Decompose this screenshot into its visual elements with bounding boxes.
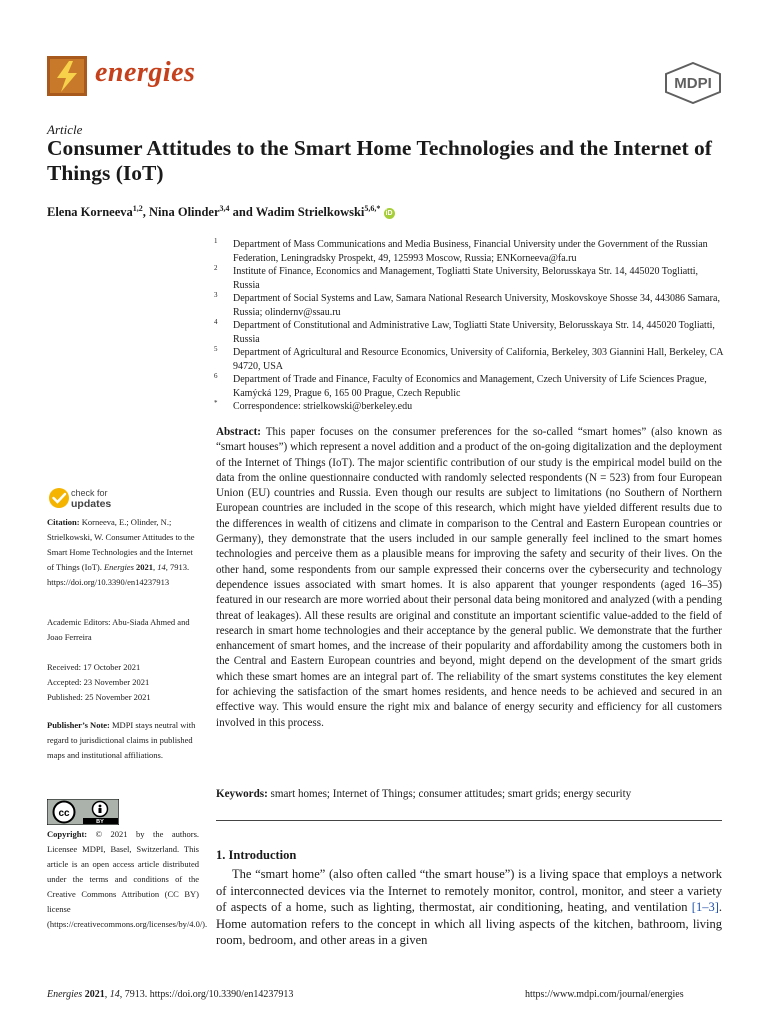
copyright-block — [47, 827, 208, 932]
received-date: Received: 17 October 2021 — [47, 662, 141, 672]
citation-text: Korneeva, E.; Olinder, N.; Strielkowski, W. Consumer Attitudes to the Smart Home Technologies and the Internet of Things (IoT). — [47, 517, 195, 572]
author-name[interactable]: Nina Olinder — [149, 205, 220, 220]
abstract-text: This paper focuses on the consumer preferences for the so-called “smart homes” (also known as “smart houses”) which represent a novel addition and a product of the on-going digitalization and the deployment of the Internet of Things (IoT). The major scientific contribution of our study is the empirical model build on the data from the online questionnaire conducted with randomly selected respondents (N = 523) from four European Union (EU) countries and Russia. Even though our results are subject to limitations (no Southern of Northern European countries are included in the scope of this research, which might have yielded different results due to the differences in wealth of citizens and climate in comparison to the Central and Eastern European countries or Germany), they demonstrate that the users included in our sample generally feel inclined to the smart homes technologies and perceive them as a plausible means for improving the safety and security of their lives. On the other hand, some respondents from our sample expressed their concerns over the cybersecurity and technology dependence issues associated with smart homes. It is also apparent that younger respondents (aged 16–35) featured in our research are more worried about their personal data being monitored and analyzed (with a pending threat of leakages). All these results are original and constitute an important scientific value-added to the field of research in smart home technologies and their acceptance by the general public. We demonstrate that the further enhancement of smart homes, and the increase of their popularity and affordability among the customers both in the Central and Eastern European countries and beyond, might depend on the development of the smart grids which these smart homes are an integral part of. The reliability of the smart systems constitutes the key element for achieving the satisfaction of the smart homes residents, and hence needs to be achieved and secured in an effective way. This would ensure the right mix and balance of energy security and efficiency for all customers involved in this process. — [216, 426, 722, 729]
copyright-text: © 2021 by the authors. Licensee MDPI, Basel, Switzerland. This article is an open access article distributed under the terms and conditions of the Creative Commons Attribution (CC BY) license (https://creativecommons.org/licenses/by/4.0/). — [47, 829, 208, 929]
affiliation-item — [214, 319, 726, 346]
accepted-date: Accepted: 23 November 2021 — [47, 677, 150, 687]
affiliation-text: Department of Mass Communications and Media Business, Financial University under the Government of the Russian Federation, Leningradsky Prospekt, 49, 125993 Moscow, Russia; ENKorneeva@fa.ru — [233, 239, 708, 264]
section-divider — [216, 820, 722, 821]
citation-block: Citation: Korneeva, E.; Olinder, N.; Strielkowski, W. Consumer Attitudes to the Smart Home Technologies and the Internet of Things (IoT). Energies 2021, 14, 7913. https://doi.org/10.3390/en14237913 — [47, 517, 195, 587]
section-heading-introduction: 1. Introduction — [216, 848, 297, 862]
mdpi-logo-text: MDPI — [674, 75, 712, 92]
affiliation-text: Department of Constitutional and Administrative Law, Togliatti State University, Belorusskaya Str. 14, 445020 Togliatti, Russia — [233, 320, 715, 345]
published-date: Published: 25 November 2021 — [47, 692, 151, 702]
affiliation-item — [214, 265, 726, 292]
author-list — [47, 204, 727, 220]
cc-logo-text: cc — [58, 808, 70, 819]
citation-journal: Energies — [103, 562, 134, 572]
introduction-paragraph — [216, 866, 722, 949]
intro-text: The “smart home” (also often called “the smart house”) is a living space that employs a network of interconnected devices via the Internet to remotely monitor, control, monitor, and steer a variety of aspects of a home, such as lighting, thermostat, air conditioning, heating, and ventilation — [216, 867, 722, 914]
footer-journal: Energies — [47, 989, 83, 1000]
author-affiliation-marker: 5,6,* — [364, 204, 381, 213]
author-separator: and — [229, 205, 256, 220]
by-logo-text: BY — [96, 819, 104, 825]
affiliation-text: Department of Social Systems and Law, Samara National Research University, Moskovskoye Shosse 34, 443086 Samara, Russia; olindernv@ssau.ru — [233, 293, 720, 318]
affiliation-number: * — [214, 399, 218, 407]
footer-volume: 14 — [109, 989, 120, 1000]
abstract-label: Abstract: — [216, 426, 261, 438]
footer-doi-link[interactable]: , 7913. https://doi.org/10.3390/en14237913 — [119, 989, 294, 1000]
citation-year: 2021 — [136, 562, 154, 572]
check-updates-line1: check for — [71, 488, 108, 498]
article-type: Article — [47, 122, 83, 137]
affiliation-item — [214, 292, 726, 319]
affiliation-number: 1 — [214, 237, 218, 245]
orcid-icon[interactable]: iD — [385, 210, 393, 218]
article-title: Consumer Attitudes to the Smart Home Technologies and the Internet of Things (IoT) — [47, 136, 712, 185]
check-for-updates-button[interactable] — [47, 484, 157, 516]
affiliation-number: 4 — [214, 318, 218, 326]
affiliations — [214, 238, 726, 414]
author-name[interactable]: Elena Korneeva — [47, 205, 133, 220]
journal-logo-icon — [47, 56, 87, 96]
keywords — [216, 788, 722, 800]
author-separator: , — [142, 205, 150, 220]
publisher-note-label: Publisher’s Note: — [47, 720, 110, 730]
affiliation-number: 6 — [214, 372, 218, 380]
footer-year: 2021 — [84, 989, 105, 1000]
publisher-note — [47, 718, 199, 763]
affiliation-number: 5 — [214, 345, 218, 353]
affiliation-text: Department of Trade and Finance, Faculty of Economics and Management, Czech University of Life Sciences Prague, Kamýcká 129, Prague 6, 165 00 Prague, Czech Republic — [233, 374, 707, 399]
footer-citation: Energies 2021, 14, 7913. https://doi.org/10.3390/en14237913 — [47, 989, 294, 1000]
affiliation-text: Institute of Finance, Economics and Management, Togliatti State University, Belorusskaya Str. 14, 445020 Togliatti, Russia — [233, 266, 699, 291]
author-affiliation-marker: 1,2 — [132, 204, 143, 213]
affiliation-item — [214, 238, 726, 265]
keywords-text: smart homes; Internet of Things; consumer attitudes; smart grids; energy security — [270, 788, 632, 800]
cc-by-license-icon[interactable] — [47, 799, 119, 825]
affiliation-number: 2 — [214, 264, 218, 272]
author-name[interactable]: Wadim Strielkowski — [255, 205, 365, 220]
affiliation-text: Department of Agricultural and Resource Economics, University of California, Berkeley, 303 Giannini Hall, Berkeley, CA 94720, USA — [233, 347, 723, 372]
correspondence-text: Correspondence: strielkowski@berkeley.edu — [233, 401, 413, 412]
footer-journal-url[interactable]: https://www.mdpi.com/journal/energies — [525, 989, 684, 1000]
check-updates-line2: updates — [71, 498, 112, 510]
affiliation-item — [214, 373, 726, 400]
mdpi-logo-icon — [664, 62, 722, 104]
abstract — [216, 425, 722, 731]
citation-label: Citation: — [47, 517, 80, 527]
affiliation-number: 3 — [214, 291, 218, 299]
dates-block — [47, 660, 199, 705]
citation-link[interactable]: [1–3] — [691, 900, 719, 914]
keywords-label: Keywords: — [216, 788, 268, 800]
citation-volume: 14 — [157, 562, 166, 572]
citation-doi[interactable]: , 7913. https://doi.org/10.3390/en14237913 — [47, 562, 190, 587]
publisher-note-text: MDPI stays neutral with regard to jurisdictional claims in published maps and institutional affiliations. — [47, 720, 196, 760]
academic-editors: Academic Editors: Abu-Siada Ahmed and Joao Ferreira — [47, 617, 190, 642]
intro-text: . Home automation refers to the concept in which all living aspects of the kitchen, bathroom, living room, bedroom, and other areas in a given — [216, 900, 722, 947]
affiliation-item — [214, 400, 726, 414]
journal-name: energies — [95, 57, 196, 88]
author-affiliation-marker: 3,4 — [219, 204, 230, 213]
copyright-label: Copyright: — [47, 829, 88, 839]
affiliation-item — [214, 346, 726, 373]
